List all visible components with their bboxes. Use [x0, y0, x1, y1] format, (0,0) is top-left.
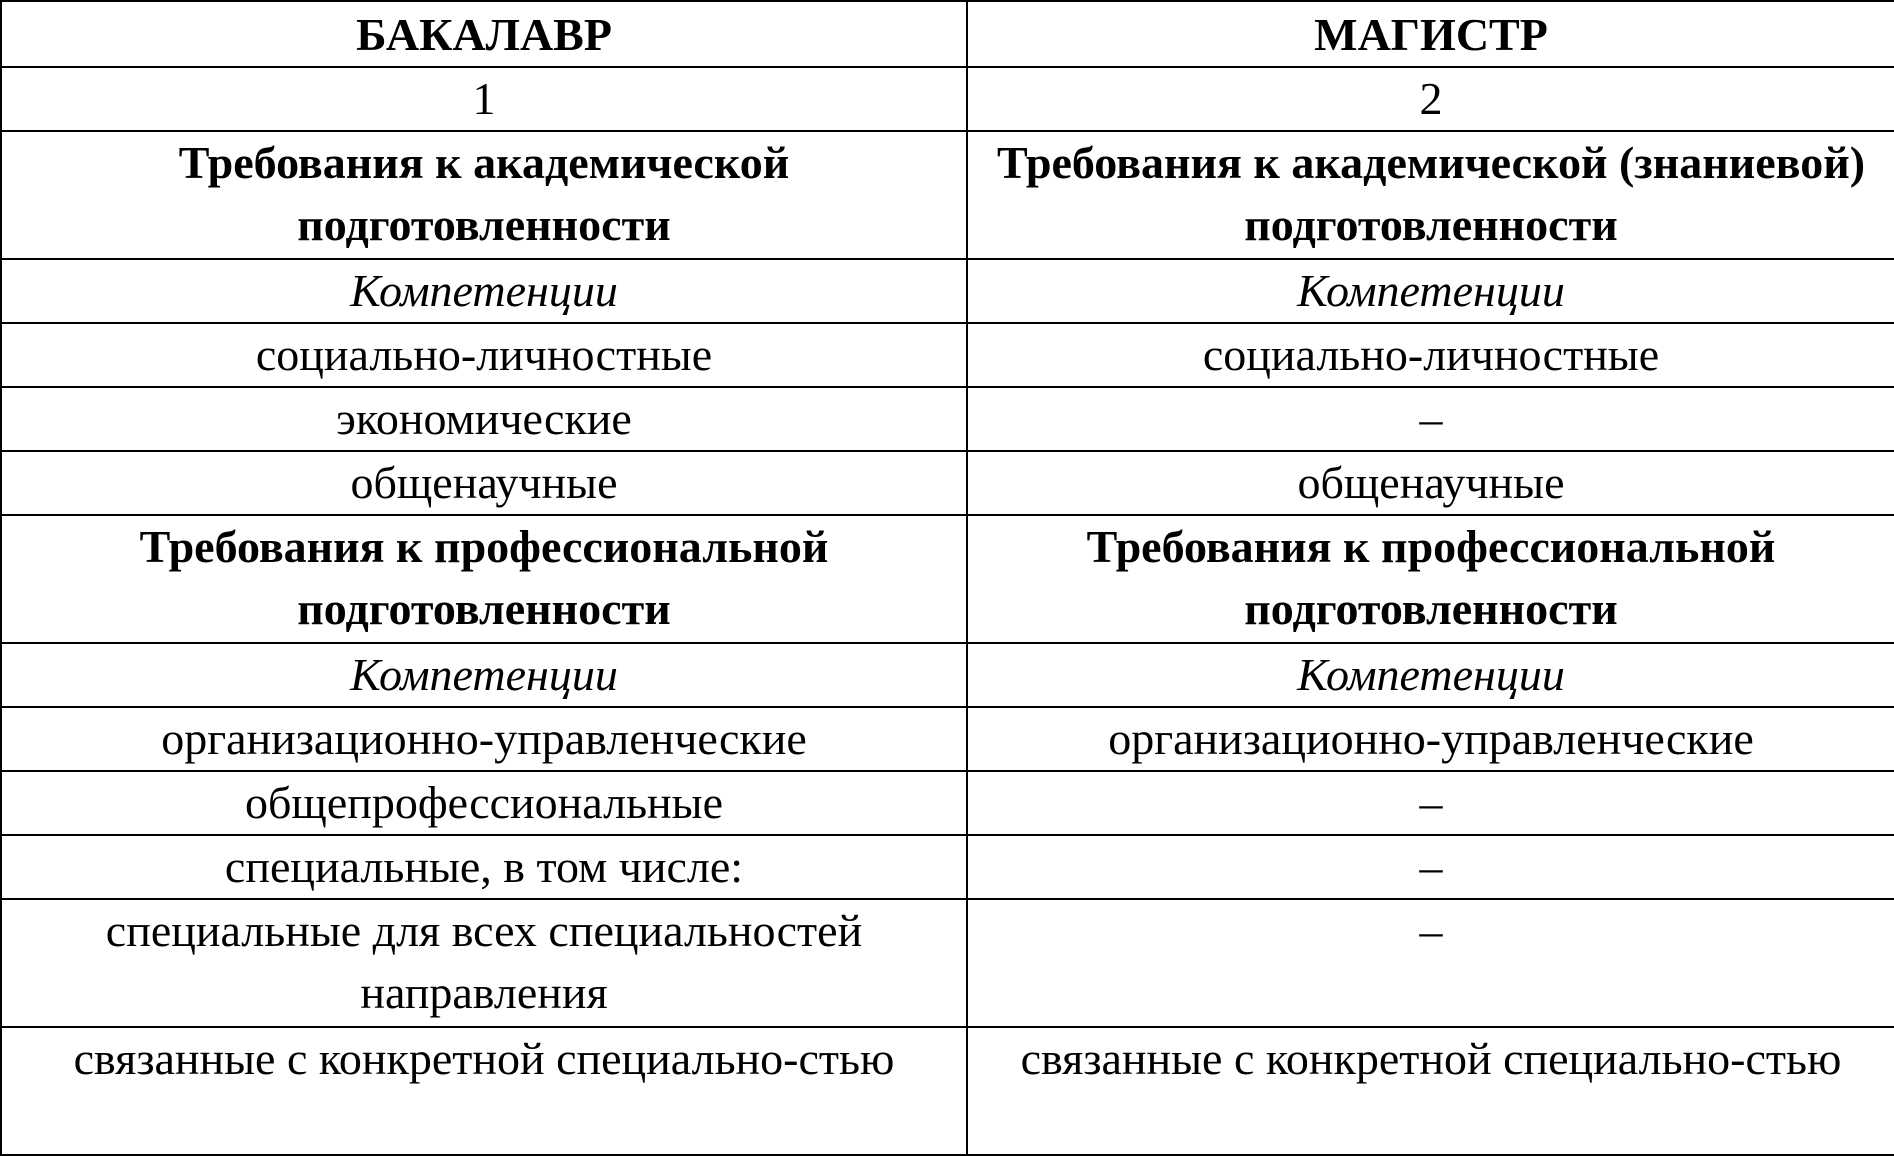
- table-cell: связанные с конкретной специально-стью: [967, 1027, 1894, 1155]
- table-cell: организационно-управленческие: [1, 707, 967, 771]
- subheading-cell: Компетенции: [1, 259, 967, 323]
- table-cell: связанные с конкретной специально-стью: [1, 1027, 967, 1155]
- column-number-row: [1, 67, 1894, 131]
- table-cell: специальные, в том числе:: [1, 835, 967, 899]
- column-number-1: 1: [1, 67, 967, 131]
- table-cell: –: [967, 771, 1894, 835]
- table-row: [1, 451, 1894, 515]
- table-row: [1, 771, 1894, 835]
- table-cell: экономические: [1, 387, 967, 451]
- table-cell: –: [967, 835, 1894, 899]
- table-row: [1, 387, 1894, 451]
- section-heading-row: [1, 131, 1894, 259]
- section-heading-row: [1, 515, 1894, 643]
- section-heading-cell: Требования к профессиональной подготовленности: [967, 515, 1894, 643]
- table-cell: общенаучные: [967, 451, 1894, 515]
- subheading-cell: Компетенции: [967, 259, 1894, 323]
- header-master: МАГИСТР: [967, 1, 1894, 67]
- table-cell: социально-личностные: [1, 323, 967, 387]
- table-row: [1, 323, 1894, 387]
- table-header-row: [1, 1, 1894, 67]
- table-cell: общенаучные: [1, 451, 967, 515]
- table-row: [1, 1027, 1894, 1155]
- section-heading-cell: Требования к профессиональной подготовленности: [1, 515, 967, 643]
- table-cell: организационно-управленческие: [967, 707, 1894, 771]
- section-heading-cell: Требования к академической подготовленности: [1, 131, 967, 259]
- table-cell: –: [967, 387, 1894, 451]
- subheading-row: [1, 259, 1894, 323]
- column-number-2: 2: [967, 67, 1894, 131]
- table-cell: социально-личностные: [967, 323, 1894, 387]
- table-cell: –: [967, 899, 1894, 1027]
- table-row: [1, 899, 1894, 1027]
- subheading-row: [1, 643, 1894, 707]
- table-row: [1, 835, 1894, 899]
- subheading-cell: Компетенции: [967, 643, 1894, 707]
- section-heading-cell: Требования к академической (знаниевой) подготовленности: [967, 131, 1894, 259]
- header-bachelor: БАКАЛАВР: [1, 1, 967, 67]
- table-cell: общепрофессиональные: [1, 771, 967, 835]
- subheading-cell: Компетенции: [1, 643, 967, 707]
- table-cell: специальные для всех специальностей направления: [1, 899, 967, 1027]
- table-row: [1, 707, 1894, 771]
